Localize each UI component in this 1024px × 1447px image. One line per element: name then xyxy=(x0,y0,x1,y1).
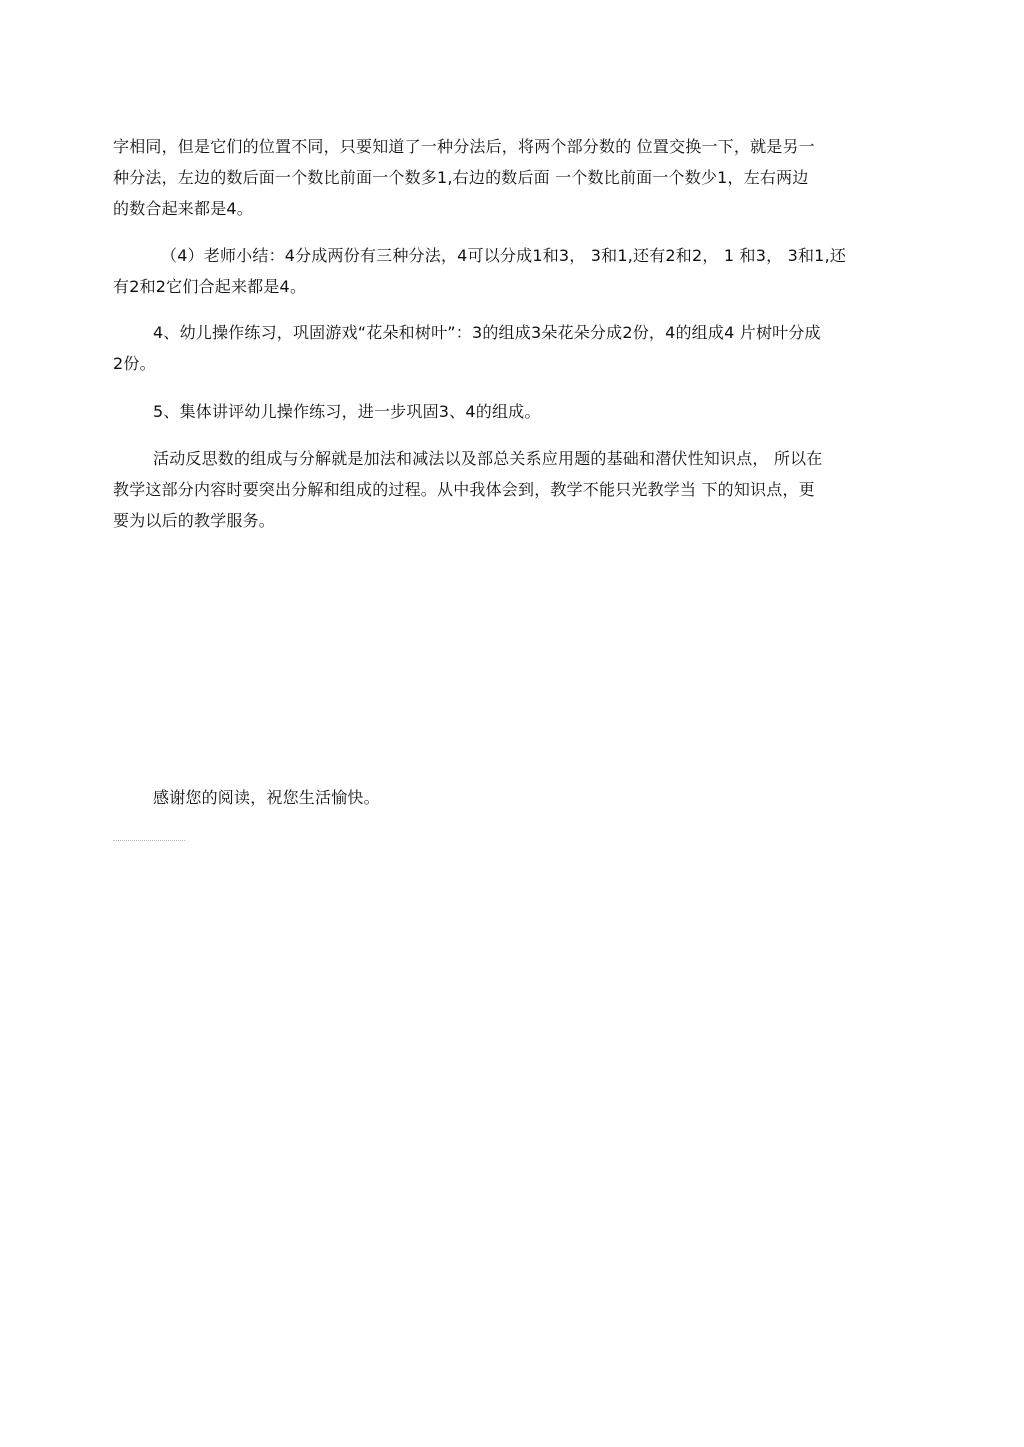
text-line: 的数合起来都是4。 xyxy=(113,199,253,218)
text-line: 字相同，但是它们的位置不同，只要知道了一种分法后，将两个部分数的 位置交换一下，就是另一 xyxy=(113,137,815,156)
paragraph-thanks xyxy=(113,782,913,813)
paragraph-practice-game xyxy=(113,317,913,379)
text-line: （4）老师小结：4分成两份有三种分法，4可以分成1和3， 3和1,还有2和2， 1 和3， 3和1,还 xyxy=(161,246,847,265)
text-line: 有2和2它们合起来都是4。 xyxy=(113,277,307,296)
text-line: 2份。 xyxy=(113,354,156,373)
paragraph-partition-explanation xyxy=(113,131,913,224)
text-line: 要为以后的教学服务。 xyxy=(113,511,276,530)
text-line: 4、幼儿操作练习，巩固游戏“花朵和树叶”：3的组成3朵花朵分成2份，4的组成4 片树叶分成 xyxy=(153,323,821,342)
paragraph-group-review xyxy=(113,396,913,427)
text-line: 教学这部分内容时要突出分解和组成的过程。从中我体会到，教学不能只光教学当 下的知识点，更 xyxy=(113,480,815,499)
text-line: 活动反思数的组成与分解就是加法和减法以及部总关系应用题的基础和潜伏性知识点， 所以在 xyxy=(153,449,823,468)
paragraph-reflection xyxy=(113,443,913,536)
text-line: 种分法，左边的数后面一个数比前面一个数多1,右边的数后面 一个数比前面一个数少1，左右两边 xyxy=(113,168,809,187)
text-line: 5、集体讲评幼儿操作练习，进一步巩固3、4的组成。 xyxy=(153,402,541,421)
footnote-divider xyxy=(113,840,185,841)
paragraph-teacher-summary xyxy=(113,240,913,302)
text-line: 感谢您的阅读，祝您生活愉快。 xyxy=(153,788,380,807)
